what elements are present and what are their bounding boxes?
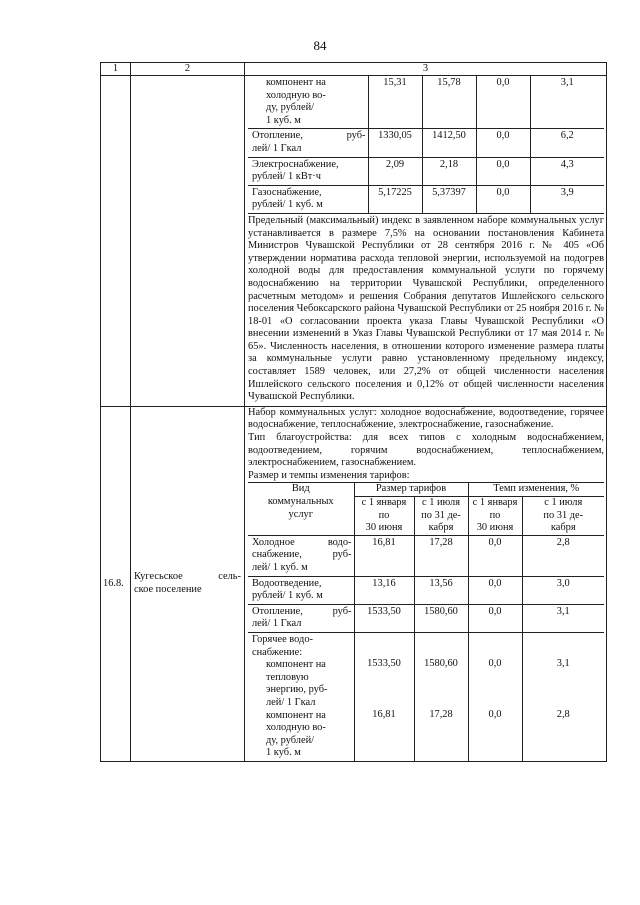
hot-water-values-1 — [354, 632, 414, 760]
hot-water-head-line-2: снабжение: — [252, 646, 303, 658]
subheader-size-h1-line-1: с 1 января — [361, 497, 407, 508]
table-row — [248, 157, 604, 185]
heat-component-value-3: 0,0 — [488, 657, 502, 669]
heat-component-line-2: тепловую — [266, 671, 309, 683]
service-value-3: 0,0 — [468, 535, 522, 576]
service-name-line-2: холодную во- — [266, 89, 326, 101]
continuation-row — [101, 76, 607, 407]
subheader-rate-h1-line-2: по — [489, 509, 501, 521]
service-value-2: 15,78 — [422, 76, 476, 129]
limit-index-paragraph: Предельный (максимальный) индекс в заявленном наборе коммунальных услуг устанавливается в размере 7,5% на основании постановления Кабинета Министров Чувашской Республики от 28 сентября 2016 г. № 405 «Об утверждении норматива расхода тепловой энергии, используемой на подогрев холодной воды для предоставления коммунальной услуги по горячему водоснабжению на территории Чувашской Республики, определенного расчетным методом» и решения Собрания депутатов Ишлейского сельского поселения Чебоксарского района Чувашской Республики от 25 ноября 2016 г. № 18-01 «О согласовании проекта указа Главы Чувашской Республики «О внесении изменений в Указ Главы Чувашской Республики от 17 мая 2014 г. № 65». Численность населения, в отношении которого изменение размера платы за коммунальные услуги равно установленному предельному индексу, составляет 1589 человек, или 27,2% от общей численности населения Ишлейского сельского поселения и 0,12% от общей численности населения Чувашской Республики. — [248, 214, 604, 403]
header-kind-line-1: Вид — [291, 483, 310, 495]
hot-water-values-3 — [468, 632, 522, 760]
service-value-2: 17,28 — [414, 535, 468, 576]
subheader-rate-h2 — [522, 497, 604, 536]
subheader-size-h2-line-2: по 31 де- — [421, 509, 461, 521]
header-change-rate: Темп изменения, % — [468, 483, 604, 497]
column-header-3: 3 — [245, 63, 607, 76]
subheader-rate-h2-line-1: с 1 июля — [544, 497, 583, 508]
hot-water-row — [248, 632, 604, 760]
water-component-line-2: холодную во- — [266, 722, 326, 734]
rate-header-row — [248, 483, 604, 497]
service-value-3: 0,0 — [468, 576, 522, 604]
continuation-name-cell — [131, 76, 245, 407]
subheader-size-h1-line-2: по — [378, 509, 390, 521]
header-kind-line-3: услуг — [288, 508, 313, 520]
service-name-line-2: снабжение, руб- — [252, 549, 352, 561]
subheader-rate-h2-line-2: по 31 де- — [543, 509, 584, 521]
service-value-1: 16,81 — [354, 535, 414, 576]
water-component-value-3: 0,0 — [488, 708, 502, 720]
heat-component-value-1: 1533,50 — [367, 657, 401, 669]
hot-water-name — [248, 632, 354, 760]
service-name-line-2: рублей/ 1 куб. м — [252, 590, 323, 602]
service-name-line-1: Электроснабжение, — [252, 158, 339, 170]
subheader-rate-h1 — [468, 497, 522, 536]
service-value-2: 1580,60 — [414, 604, 468, 632]
tariff-table — [100, 62, 607, 762]
service-value-4: 6,2 — [530, 129, 604, 157]
rates-title: Размер и темпы изменения тарифов: — [248, 469, 410, 481]
hot-water-values-4 — [522, 632, 604, 760]
column-header-2: 2 — [131, 63, 245, 76]
service-name-line-1: Газоснабжение, — [252, 186, 322, 198]
service-value-4: 3,0 — [522, 576, 604, 604]
service-name-line-1: Водоотведение, — [252, 577, 322, 589]
section-rate-table — [248, 482, 604, 760]
service-name-line-2: лей/ 1 Гкал — [252, 142, 302, 154]
service-name — [248, 535, 354, 576]
service-name-line-1: Отопление, руб- — [252, 605, 352, 617]
service-name-line-1: компонент на — [266, 77, 326, 88]
service-value-2: 5,37397 — [422, 185, 476, 213]
subheader-size-h2 — [414, 497, 468, 536]
service-name-line-2: рублей/ 1 куб. м — [252, 199, 323, 211]
service-name-line-2: лей/ 1 Гкал — [252, 618, 302, 630]
hot-water-values-2 — [414, 632, 468, 760]
subheader-size-h2-line-3: кабря — [428, 522, 454, 534]
service-name — [248, 576, 354, 604]
water-component-value-1: 16,81 — [372, 708, 396, 720]
table-row — [248, 129, 604, 157]
service-value-3: 0,0 — [476, 185, 530, 213]
service-value-4: 4,3 — [530, 157, 604, 185]
header-service-kind — [248, 483, 354, 535]
subheader-size-h1 — [354, 497, 414, 536]
continuation-content-cell — [245, 76, 607, 407]
table-row — [248, 185, 604, 213]
page-number: 84 — [313, 38, 327, 53]
service-value-1: 15,31 — [368, 76, 422, 129]
heat-component-line-1: компонент на — [266, 659, 326, 671]
hot-water-head-line-1: Горячее водо- — [252, 633, 313, 645]
table-row — [248, 535, 604, 576]
service-name-line-1: Отопление, руб- — [252, 130, 366, 142]
services-set-text: Набор коммунальных услуг: холодное водоснабжение, водоотведение, горячее водоснабжение, теплоснабжение, электроснабжение, газоснабжение. — [248, 406, 604, 431]
subheader-rate-h1-line-3: 30 июня — [476, 522, 514, 534]
service-value-1: 1330,05 — [368, 129, 422, 157]
continuation-number-cell — [101, 76, 131, 407]
service-name-line-2: рублей/ 1 кВт·ч — [252, 171, 321, 183]
service-name — [248, 129, 368, 157]
service-name-line-3: лей/ 1 куб. м — [252, 561, 308, 573]
heat-component-value-2: 1580,60 — [424, 657, 458, 669]
service-name — [248, 604, 354, 632]
service-value-2: 2,18 — [422, 157, 476, 185]
heat-component-value-4: 3,1 — [556, 657, 570, 669]
heat-component-line-4: лей/ 1 Гкал — [266, 696, 316, 708]
service-value-1: 2,09 — [368, 157, 422, 185]
column-header-row — [101, 63, 607, 76]
table-row — [248, 604, 604, 632]
top-rate-table — [248, 76, 604, 214]
water-component-value-2: 17,28 — [429, 708, 453, 720]
section-name-line-2: ское поселение — [134, 583, 202, 595]
improvement-type-text: Тип благоустройства: для всех типов с холодным водоснабжением, водоотведением, горячим водоснабжением, теплоснабжением, электроснабжением, газоснабжением. — [248, 432, 604, 469]
service-value-4: 3,1 — [530, 76, 604, 129]
table-row — [248, 76, 604, 129]
subheader-size-h1-line-3: 30 июня — [365, 522, 403, 534]
service-value-1: 1533,50 — [354, 604, 414, 632]
service-value-3: 0,0 — [476, 157, 530, 185]
service-name-line-1: Холодное водо- — [252, 536, 352, 548]
service-value-2: 1412,50 — [422, 129, 476, 157]
service-name — [248, 185, 368, 213]
water-component-value-4: 2,8 — [556, 708, 570, 720]
section-number: 16.8. — [101, 406, 131, 761]
header-kind-line-2: коммунальных — [267, 496, 334, 507]
service-name — [248, 157, 368, 185]
water-component-line-3: ду, рублей/ — [266, 734, 315, 746]
service-value-3: 0,0 — [476, 76, 530, 129]
subheader-rate-h1-line-1: с 1 января — [472, 497, 518, 508]
heat-component-line-3: энергию, руб- — [266, 684, 328, 696]
section-content-cell — [245, 406, 607, 761]
service-name-line-3: ду, рублей/ — [266, 102, 315, 114]
column-header-1: 1 — [101, 63, 131, 76]
table-row — [248, 576, 604, 604]
service-name — [248, 76, 368, 129]
subheader-size-h2-line-1: с 1 июля — [421, 497, 461, 508]
service-value-1: 13,16 — [354, 576, 414, 604]
section-name — [131, 406, 245, 761]
service-value-2: 13,56 — [414, 576, 468, 604]
header-tariff-size: Размер тарифов — [354, 483, 468, 497]
subheader-rate-h2-line-3: кабря — [550, 522, 576, 534]
water-component-line-4: 1 куб. м — [266, 747, 301, 759]
water-component-line-1: компонент на — [266, 709, 326, 721]
section-name-line-1: Кугесьское сель- — [134, 571, 241, 583]
service-value-3: 0,0 — [468, 604, 522, 632]
service-value-3: 0,0 — [476, 129, 530, 157]
service-value-4: 3,1 — [522, 604, 604, 632]
section-row — [101, 406, 607, 761]
service-value-4: 2,8 — [522, 535, 604, 576]
service-value-4: 3,9 — [530, 185, 604, 213]
service-value-1: 5,17225 — [368, 185, 422, 213]
service-name-line-4: 1 куб. м — [266, 114, 301, 126]
